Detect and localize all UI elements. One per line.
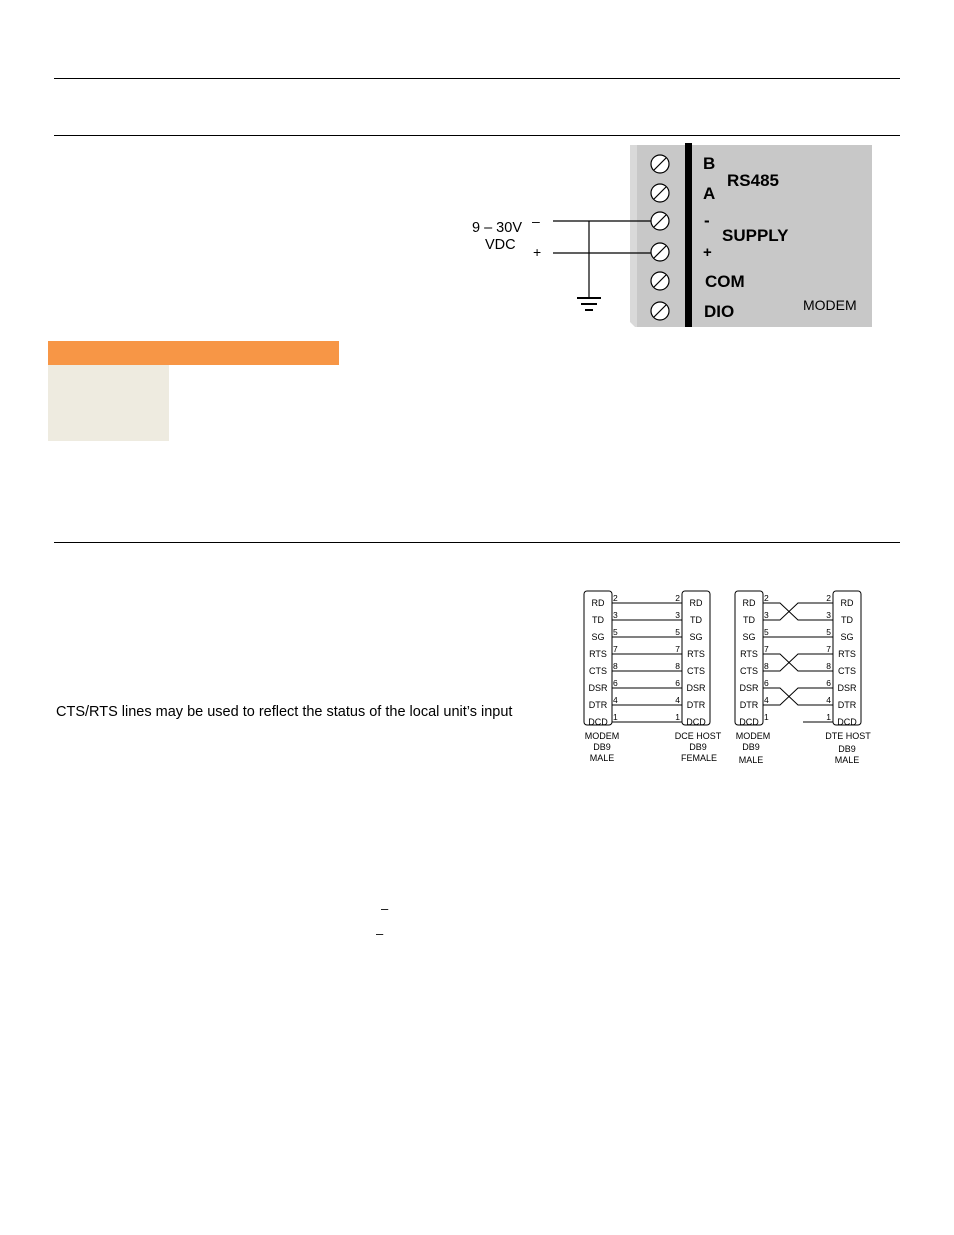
dte-host-pin-label: 8 xyxy=(826,661,831,671)
dte-host-pin-label: 5 xyxy=(826,627,831,637)
left-modem-signal-cts: CTS xyxy=(589,666,607,676)
terminal-divider xyxy=(685,143,692,327)
dce-host-signal-dtr: DTR xyxy=(686,700,706,710)
right-modem-pin-label: 2 xyxy=(764,593,769,603)
dte-host-pin-label: 7 xyxy=(826,644,831,654)
label-modem: MODEM xyxy=(803,297,857,313)
supply-voltage: 9 – 30V xyxy=(472,220,522,236)
screw-icon-dio xyxy=(651,302,669,320)
dce-host-pin-label: 8 xyxy=(675,661,680,671)
crossover-wire xyxy=(763,603,833,620)
left-modem-pin-label: 8 xyxy=(613,661,618,671)
dce-host-pin-label: 7 xyxy=(675,644,680,654)
right-modem-signal-sg: SG xyxy=(742,632,756,642)
left-modem-caption-2: DB9 xyxy=(593,742,611,752)
dte-host-signal-rd: RD xyxy=(840,598,854,608)
dce-host-pin-label: 6 xyxy=(675,678,680,688)
right-modem-pin-label: 6 xyxy=(764,678,769,688)
dte-host-pin-label: 3 xyxy=(826,610,831,620)
dte-host-pin-label: 1 xyxy=(826,712,831,722)
section-rule xyxy=(54,542,900,543)
screw-icon-b xyxy=(651,155,669,173)
dte-host-signal-td: TD xyxy=(841,615,853,625)
left-modem-pin-label: 3 xyxy=(613,610,618,620)
right-modem-signal-cts: CTS xyxy=(740,666,758,676)
crossover-wire xyxy=(763,654,833,671)
dte-host-signal-cts: CTS xyxy=(838,666,856,676)
crossover-wire xyxy=(763,688,833,705)
left-modem-pin-label: 7 xyxy=(613,644,618,654)
right-modem-signal-dsr: DSR xyxy=(739,683,759,693)
dce-host-signal-cts: CTS xyxy=(687,666,705,676)
left-modem-signal-rd: RD xyxy=(591,598,605,608)
right-modem-signal-td: TD xyxy=(743,615,755,625)
header-bottom-rule xyxy=(54,135,900,136)
label-minus: - xyxy=(704,211,710,230)
left-modem-signal-sg: SG xyxy=(591,632,605,642)
label-supply: SUPPLY xyxy=(722,226,789,245)
dte-host-signal-dsr: DSR xyxy=(837,683,857,693)
note-icon-panel xyxy=(48,365,169,441)
screw-icon-minus xyxy=(651,212,669,230)
left-modem-pin-label: 5 xyxy=(613,627,618,637)
right-modem-signal-rd: RD xyxy=(742,598,756,608)
dce-host-caption-2: DB9 xyxy=(689,742,707,752)
dte-host-caption-1: DTE HOST xyxy=(825,731,871,741)
dte-host-signal-dcd: DCD xyxy=(837,717,857,727)
cts-rts-paragraph: CTS/RTS lines may be used to reflect the status of the local unit’s input xyxy=(56,704,513,720)
left-modem-signal-dtr: DTR xyxy=(588,700,608,710)
dce-host-pin-label: 4 xyxy=(675,695,680,705)
dce-host-signal-rd: RD xyxy=(689,598,703,608)
dce-host-caption-1: DCE HOST xyxy=(674,731,722,741)
crossover-wire xyxy=(763,603,833,620)
dce-host-signal-dsr: DSR xyxy=(686,683,706,693)
terminal-wiring-diagram xyxy=(465,140,885,335)
dce-host-signal-dcd: DCD xyxy=(686,717,706,727)
right-modem-signal-dcd: DCD xyxy=(739,717,759,727)
db9-wiring-diagram xyxy=(578,586,898,771)
dce-host-signal-td: TD xyxy=(690,615,702,625)
note-header-bar xyxy=(48,341,339,365)
dash-mark-2: – xyxy=(376,926,384,941)
right-modem-pin-label: 3 xyxy=(764,610,769,620)
left-modem-caption-1: MODEM xyxy=(584,731,620,741)
label-plus: + xyxy=(703,244,712,261)
left-modem-pin-label: 6 xyxy=(613,678,618,688)
label-b: B xyxy=(703,154,716,173)
right-modem-pin-label: 7 xyxy=(764,644,769,654)
label-dio: DIO xyxy=(704,302,735,321)
dte-host-caption-3: MALE xyxy=(834,755,860,765)
right-modem-caption-1: MODEM xyxy=(735,731,771,741)
label-com: COM xyxy=(705,272,745,291)
screw-icon-plus xyxy=(651,243,669,261)
crossover-wire xyxy=(763,654,833,671)
left-modem-signal-dsr: DSR xyxy=(588,683,608,693)
right-modem-pin-label: 1 xyxy=(764,712,769,722)
label-rs485: RS485 xyxy=(727,171,779,190)
dce-host-caption-3: FEMALE xyxy=(680,753,718,763)
supply-unit: VDC xyxy=(485,237,516,253)
top-rule xyxy=(54,78,900,79)
dce-host-pin-label: 1 xyxy=(675,712,680,722)
right-modem-signal-dtr: DTR xyxy=(739,700,759,710)
left-modem-signal-rts: RTS xyxy=(589,649,607,659)
dce-host-pin-label: 5 xyxy=(675,627,680,637)
right-modem-pin-label: 4 xyxy=(764,695,769,705)
right-modem-pin-label: 8 xyxy=(764,661,769,671)
left-modem-pin-label: 4 xyxy=(613,695,618,705)
right-modem-caption-2: DB9 xyxy=(742,742,760,752)
dce-host-pin-label: 2 xyxy=(675,593,680,603)
dte-host-pin-label: 2 xyxy=(826,593,831,603)
dte-host-signal-dtr: DTR xyxy=(837,700,857,710)
dce-host-signal-sg: SG xyxy=(689,632,703,642)
dte-host-caption-2: DB9 xyxy=(838,744,856,754)
left-modem-caption-3: MALE xyxy=(589,753,615,763)
crossover-wire xyxy=(763,688,833,705)
supply-minus-sign: – xyxy=(532,213,540,229)
screw-icon-com xyxy=(651,272,669,290)
supply-plus-sign: + xyxy=(533,244,542,260)
left-modem-pin-label: 1 xyxy=(613,712,618,722)
left-modem-pin-label: 2 xyxy=(613,593,618,603)
screw-icon-a xyxy=(651,184,669,202)
dce-host-pin-label: 3 xyxy=(675,610,680,620)
right-modem-pin-label: 5 xyxy=(764,627,769,637)
left-modem-signal-dcd: DCD xyxy=(588,717,608,727)
dte-host-signal-rts: RTS xyxy=(838,649,856,659)
dash-mark-1: – xyxy=(381,901,389,916)
dce-host-signal-rts: RTS xyxy=(687,649,705,659)
right-modem-caption-3: MALE xyxy=(738,755,764,765)
left-modem-signal-td: TD xyxy=(592,615,604,625)
dte-host-pin-label: 4 xyxy=(826,695,831,705)
dte-host-pin-label: 6 xyxy=(826,678,831,688)
label-a: A xyxy=(703,184,716,203)
ground-icon xyxy=(577,298,601,310)
dte-host-signal-sg: SG xyxy=(840,632,854,642)
right-modem-signal-rts: RTS xyxy=(740,649,758,659)
